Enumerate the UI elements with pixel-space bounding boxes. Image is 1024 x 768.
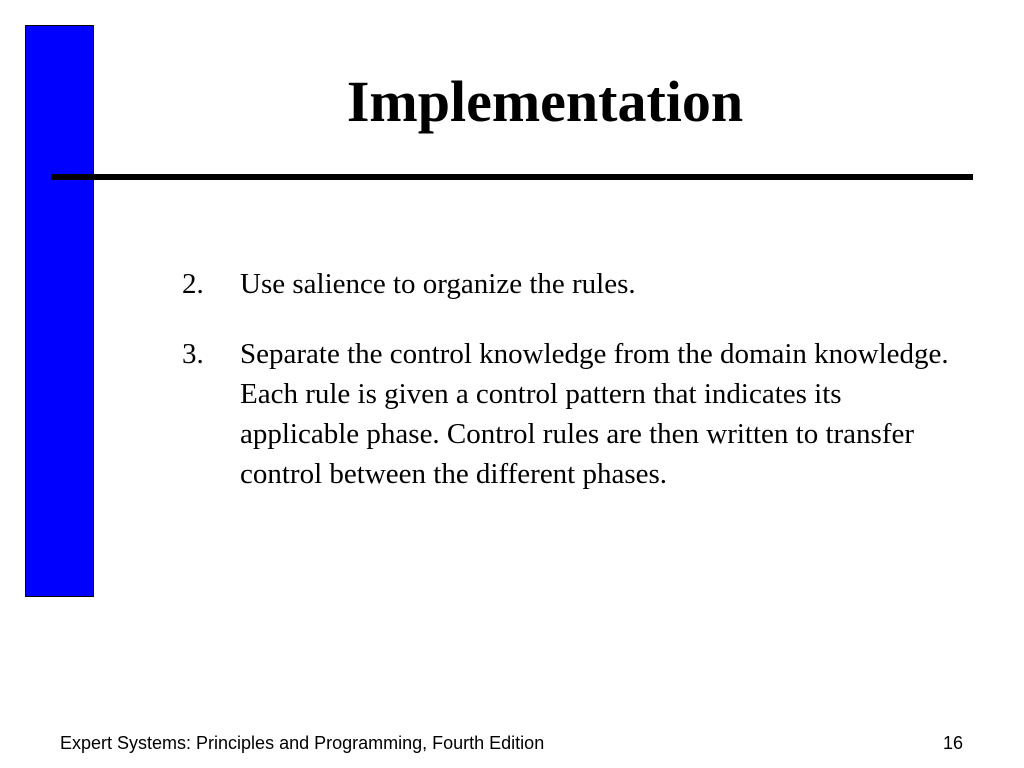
list-item [182,334,982,494]
side-accent-bar [25,25,94,597]
list-item-number: 2. [182,268,204,300]
list-item-number: 3. [182,338,204,370]
title-divider [51,174,973,180]
footer-page-number: 16 [942,733,963,753]
list-item-text: Use salience to organize the rules. [240,268,636,300]
list-item [182,264,982,304]
content-list [182,264,982,494]
list-item-text: Separate the control knowledge from the domain knowledge. Each rule is given a control pattern that indicates its applicable phase. Control rules are then written to transfer control between the different phases. [240,338,949,490]
slide-title: Implementation [346,69,744,134]
footer-book-title: Expert Systems: Principles and Programming, Fourth Edition [60,733,545,753]
